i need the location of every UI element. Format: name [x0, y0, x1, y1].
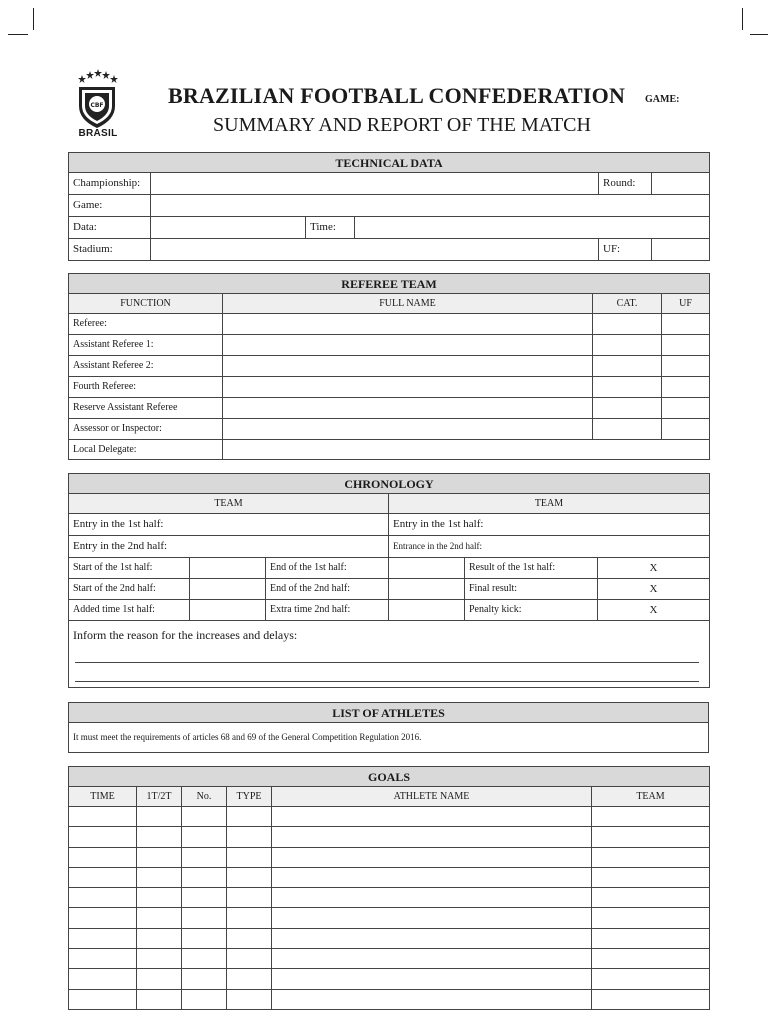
final-result-label: Final result:: [465, 579, 598, 600]
goal-cell[interactable]: [137, 949, 182, 969]
uf-label: UF:: [599, 239, 652, 261]
goal-cell[interactable]: [137, 989, 182, 1009]
goal-cell[interactable]: [69, 827, 137, 847]
start-1st-half-label: Start of the 1st half:: [69, 558, 190, 579]
goal-row: [69, 827, 710, 847]
goal-cell[interactable]: [272, 827, 592, 847]
time-column-header: TIME: [69, 787, 137, 807]
goal-cell[interactable]: [137, 928, 182, 948]
local-delegate-label: Local Delegate:: [69, 440, 223, 460]
goal-cell[interactable]: [137, 867, 182, 887]
data-field[interactable]: [151, 217, 306, 239]
goal-cell[interactable]: [227, 867, 272, 887]
assessor-uf-field[interactable]: [662, 419, 710, 440]
athletes-note: It must meet the requirements of articles 68 and 69 of the General Competition Regulation 2016.: [69, 723, 709, 753]
goals-table: [68, 766, 710, 1010]
goal-cell[interactable]: [227, 827, 272, 847]
logo-text: BRASIL: [78, 128, 118, 139]
goal-cell[interactable]: [69, 847, 137, 867]
goals-header: GOALS: [69, 767, 710, 787]
cat-column-header: CAT.: [593, 294, 662, 314]
goal-cell[interactable]: [69, 949, 137, 969]
chronology-table: [68, 473, 710, 688]
goal-cell[interactable]: [182, 827, 227, 847]
goal-cell[interactable]: [69, 807, 137, 827]
referee-team-table: [68, 273, 710, 460]
goal-cell[interactable]: [272, 847, 592, 867]
goal-row: [69, 888, 710, 908]
goal-cell[interactable]: [137, 908, 182, 928]
goal-cell[interactable]: [182, 949, 227, 969]
goal-cell[interactable]: [227, 847, 272, 867]
goal-row: [69, 807, 710, 827]
goal-cell[interactable]: [137, 888, 182, 908]
reason-line: [75, 681, 699, 682]
goal-cell[interactable]: [137, 969, 182, 989]
athlete-name-column-header: ATHLETE NAME: [272, 787, 592, 807]
goal-cell[interactable]: [227, 969, 272, 989]
goal-row: [69, 989, 710, 1009]
goal-cell[interactable]: [592, 908, 710, 928]
assistant-referee-2-label: Assistant Referee 2:: [69, 356, 223, 377]
goal-cell[interactable]: [69, 908, 137, 928]
reserve-assistant-referee-uf-field[interactable]: [662, 398, 710, 419]
logo-badge-text: CBF: [90, 102, 104, 109]
entry-2nd-half-left[interactable]: Entry in the 2nd half:: [69, 536, 389, 558]
goal-cell[interactable]: [227, 908, 272, 928]
goal-cell[interactable]: [272, 969, 592, 989]
assistant-referee-2-cat-field[interactable]: [593, 356, 662, 377]
goal-cell[interactable]: [272, 807, 592, 827]
extra-time-2nd-half-label: Extra time 2nd half:: [266, 600, 389, 621]
delay-reason-label: Inform the reason for the increases and delays:: [73, 628, 298, 642]
goals-body: [69, 807, 710, 1010]
end-1st-half-label: End of the 1st half:: [266, 558, 389, 579]
team-column-header: TEAM: [592, 787, 710, 807]
crop-mark: [33, 8, 34, 30]
stadium-field[interactable]: [151, 239, 599, 261]
goal-cell[interactable]: [69, 928, 137, 948]
goal-cell[interactable]: [592, 827, 710, 847]
uf-column-header: UF: [662, 294, 710, 314]
function-column-header: FUNCTION: [69, 294, 223, 314]
championship-field[interactable]: [151, 173, 599, 195]
assessor-cat-field[interactable]: [593, 419, 662, 440]
reserve-assistant-referee-name-field[interactable]: [223, 398, 593, 419]
full-name-column-header: FULL NAME: [223, 294, 593, 314]
local-delegate-name-field[interactable]: [223, 440, 710, 460]
start-1st-half-field[interactable]: [190, 558, 266, 579]
reserve-assistant-referee-label: Reserve Assistant Referee: [69, 398, 223, 419]
goal-row: [69, 949, 710, 969]
team-right-header: TEAM: [389, 494, 710, 514]
referee-row-label: Referee:: [69, 314, 223, 335]
goal-cell[interactable]: [272, 867, 592, 887]
penalty-kick-field[interactable]: X: [598, 600, 710, 621]
half-column-header: 1T/2T: [137, 787, 182, 807]
delay-reason-cell[interactable]: [69, 621, 710, 688]
goal-cell[interactable]: [592, 867, 710, 887]
assessor-label: Assessor or Inspector:: [69, 419, 223, 440]
goal-cell[interactable]: [182, 847, 227, 867]
goal-cell[interactable]: [592, 949, 710, 969]
added-time-1st-half-field[interactable]: [190, 600, 266, 621]
fourth-referee-cat-field[interactable]: [593, 377, 662, 398]
goal-cell[interactable]: [227, 807, 272, 827]
goal-cell[interactable]: [592, 807, 710, 827]
result-1st-half-label: Result of the 1st half:: [465, 558, 598, 579]
entry-1st-half-left[interactable]: Entry in the 1st half:: [69, 514, 389, 536]
goal-cell[interactable]: [69, 969, 137, 989]
data-label: Data:: [69, 217, 151, 239]
goal-cell[interactable]: [272, 989, 592, 1009]
crop-mark: [8, 34, 28, 35]
goal-cell[interactable]: [227, 888, 272, 908]
entry-1st-half-right[interactable]: Entry in the 1st half:: [389, 514, 710, 536]
goal-cell[interactable]: [182, 807, 227, 827]
list-of-athletes-header: LIST OF ATHLETES: [69, 703, 709, 723]
crop-mark: [750, 34, 768, 35]
stadium-label: Stadium:: [69, 239, 151, 261]
referee-team-header: REFEREE TEAM: [69, 274, 710, 294]
game-field[interactable]: [151, 195, 710, 217]
referee-uf-field[interactable]: [662, 314, 710, 335]
fourth-referee-label: Fourth Referee:: [69, 377, 223, 398]
goal-cell[interactable]: [272, 949, 592, 969]
goal-cell[interactable]: [69, 888, 137, 908]
round-label: Round:: [599, 173, 652, 195]
goal-row: [69, 847, 710, 867]
game-label: GAME:: [645, 94, 680, 105]
fourth-referee-name-field[interactable]: [223, 377, 593, 398]
goal-cell[interactable]: [227, 949, 272, 969]
goal-cell[interactable]: [182, 969, 227, 989]
referee-name-field[interactable]: [223, 314, 593, 335]
fourth-referee-uf-field[interactable]: [662, 377, 710, 398]
uf-field[interactable]: [652, 239, 710, 261]
page-subtitle: SUMMARY AND REPORT OF THE MATCH: [213, 114, 591, 136]
start-2nd-half-label: Start of the 2nd half:: [69, 579, 190, 600]
goal-cell[interactable]: [592, 928, 710, 948]
goal-cell[interactable]: [182, 867, 227, 887]
goal-cell[interactable]: [592, 969, 710, 989]
assistant-referee-1-cat-field[interactable]: [593, 335, 662, 356]
goal-cell[interactable]: [272, 908, 592, 928]
goal-row: [69, 908, 710, 928]
result-1st-half-field[interactable]: X: [598, 558, 710, 579]
goal-cell[interactable]: [182, 888, 227, 908]
goal-cell[interactable]: [69, 989, 137, 1009]
team-left-header: TEAM: [69, 494, 389, 514]
goal-cell[interactable]: [592, 989, 710, 1009]
goal-cell[interactable]: [69, 867, 137, 887]
technical-data-table: [68, 152, 710, 261]
goal-cell[interactable]: [182, 908, 227, 928]
penalty-kick-label: Penalty kick:: [465, 600, 598, 621]
end-2nd-half-field[interactable]: [389, 579, 465, 600]
technical-data-header: TECHNICAL DATA: [69, 153, 710, 173]
goal-row: [69, 867, 710, 887]
assessor-name-field[interactable]: [223, 419, 593, 440]
goal-cell[interactable]: [272, 928, 592, 948]
assistant-referee-1-uf-field[interactable]: [662, 335, 710, 356]
chronology-header: CHRONOLOGY: [69, 474, 710, 494]
goal-cell[interactable]: [137, 807, 182, 827]
goal-cell[interactable]: [137, 827, 182, 847]
entrance-2nd-half-right[interactable]: Entrance in the 2nd half:: [389, 536, 710, 558]
number-column-header: No.: [182, 787, 227, 807]
goal-cell[interactable]: [182, 928, 227, 948]
assistant-referee-1-name-field[interactable]: [223, 335, 593, 356]
goal-cell[interactable]: [592, 847, 710, 867]
time-label: Time:: [306, 217, 355, 239]
referee-cat-field[interactable]: [593, 314, 662, 335]
goal-cell[interactable]: [137, 847, 182, 867]
championship-label: Championship:: [69, 173, 151, 195]
goal-cell[interactable]: [182, 989, 227, 1009]
goal-cell[interactable]: [227, 928, 272, 948]
goal-row: [69, 969, 710, 989]
end-1st-half-field[interactable]: [389, 558, 465, 579]
added-time-1st-half-label: Added time 1st half:: [69, 600, 190, 621]
start-2nd-half-field[interactable]: [190, 579, 266, 600]
reserve-assistant-referee-cat-field[interactable]: [593, 398, 662, 419]
round-field[interactable]: [652, 173, 710, 195]
reason-line: [75, 662, 699, 663]
list-of-athletes-table: [68, 702, 709, 753]
extra-time-2nd-half-field[interactable]: [389, 600, 465, 621]
goal-cell[interactable]: [592, 888, 710, 908]
assistant-referee-2-uf-field[interactable]: [662, 356, 710, 377]
end-2nd-half-label: End of the 2nd half:: [266, 579, 389, 600]
page-title: BRAZILIAN FOOTBALL CONFEDERATION: [168, 83, 626, 108]
goal-row: [69, 928, 710, 948]
goal-cell[interactable]: [272, 888, 592, 908]
crop-mark: [742, 8, 743, 30]
time-field[interactable]: [355, 217, 710, 239]
goal-cell[interactable]: [227, 989, 272, 1009]
type-column-header: TYPE: [227, 787, 272, 807]
game-row-label: Game:: [69, 195, 151, 217]
assistant-referee-2-name-field[interactable]: [223, 356, 593, 377]
assistant-referee-1-label: Assistant Referee 1:: [69, 335, 223, 356]
final-result-field[interactable]: X: [598, 579, 710, 600]
